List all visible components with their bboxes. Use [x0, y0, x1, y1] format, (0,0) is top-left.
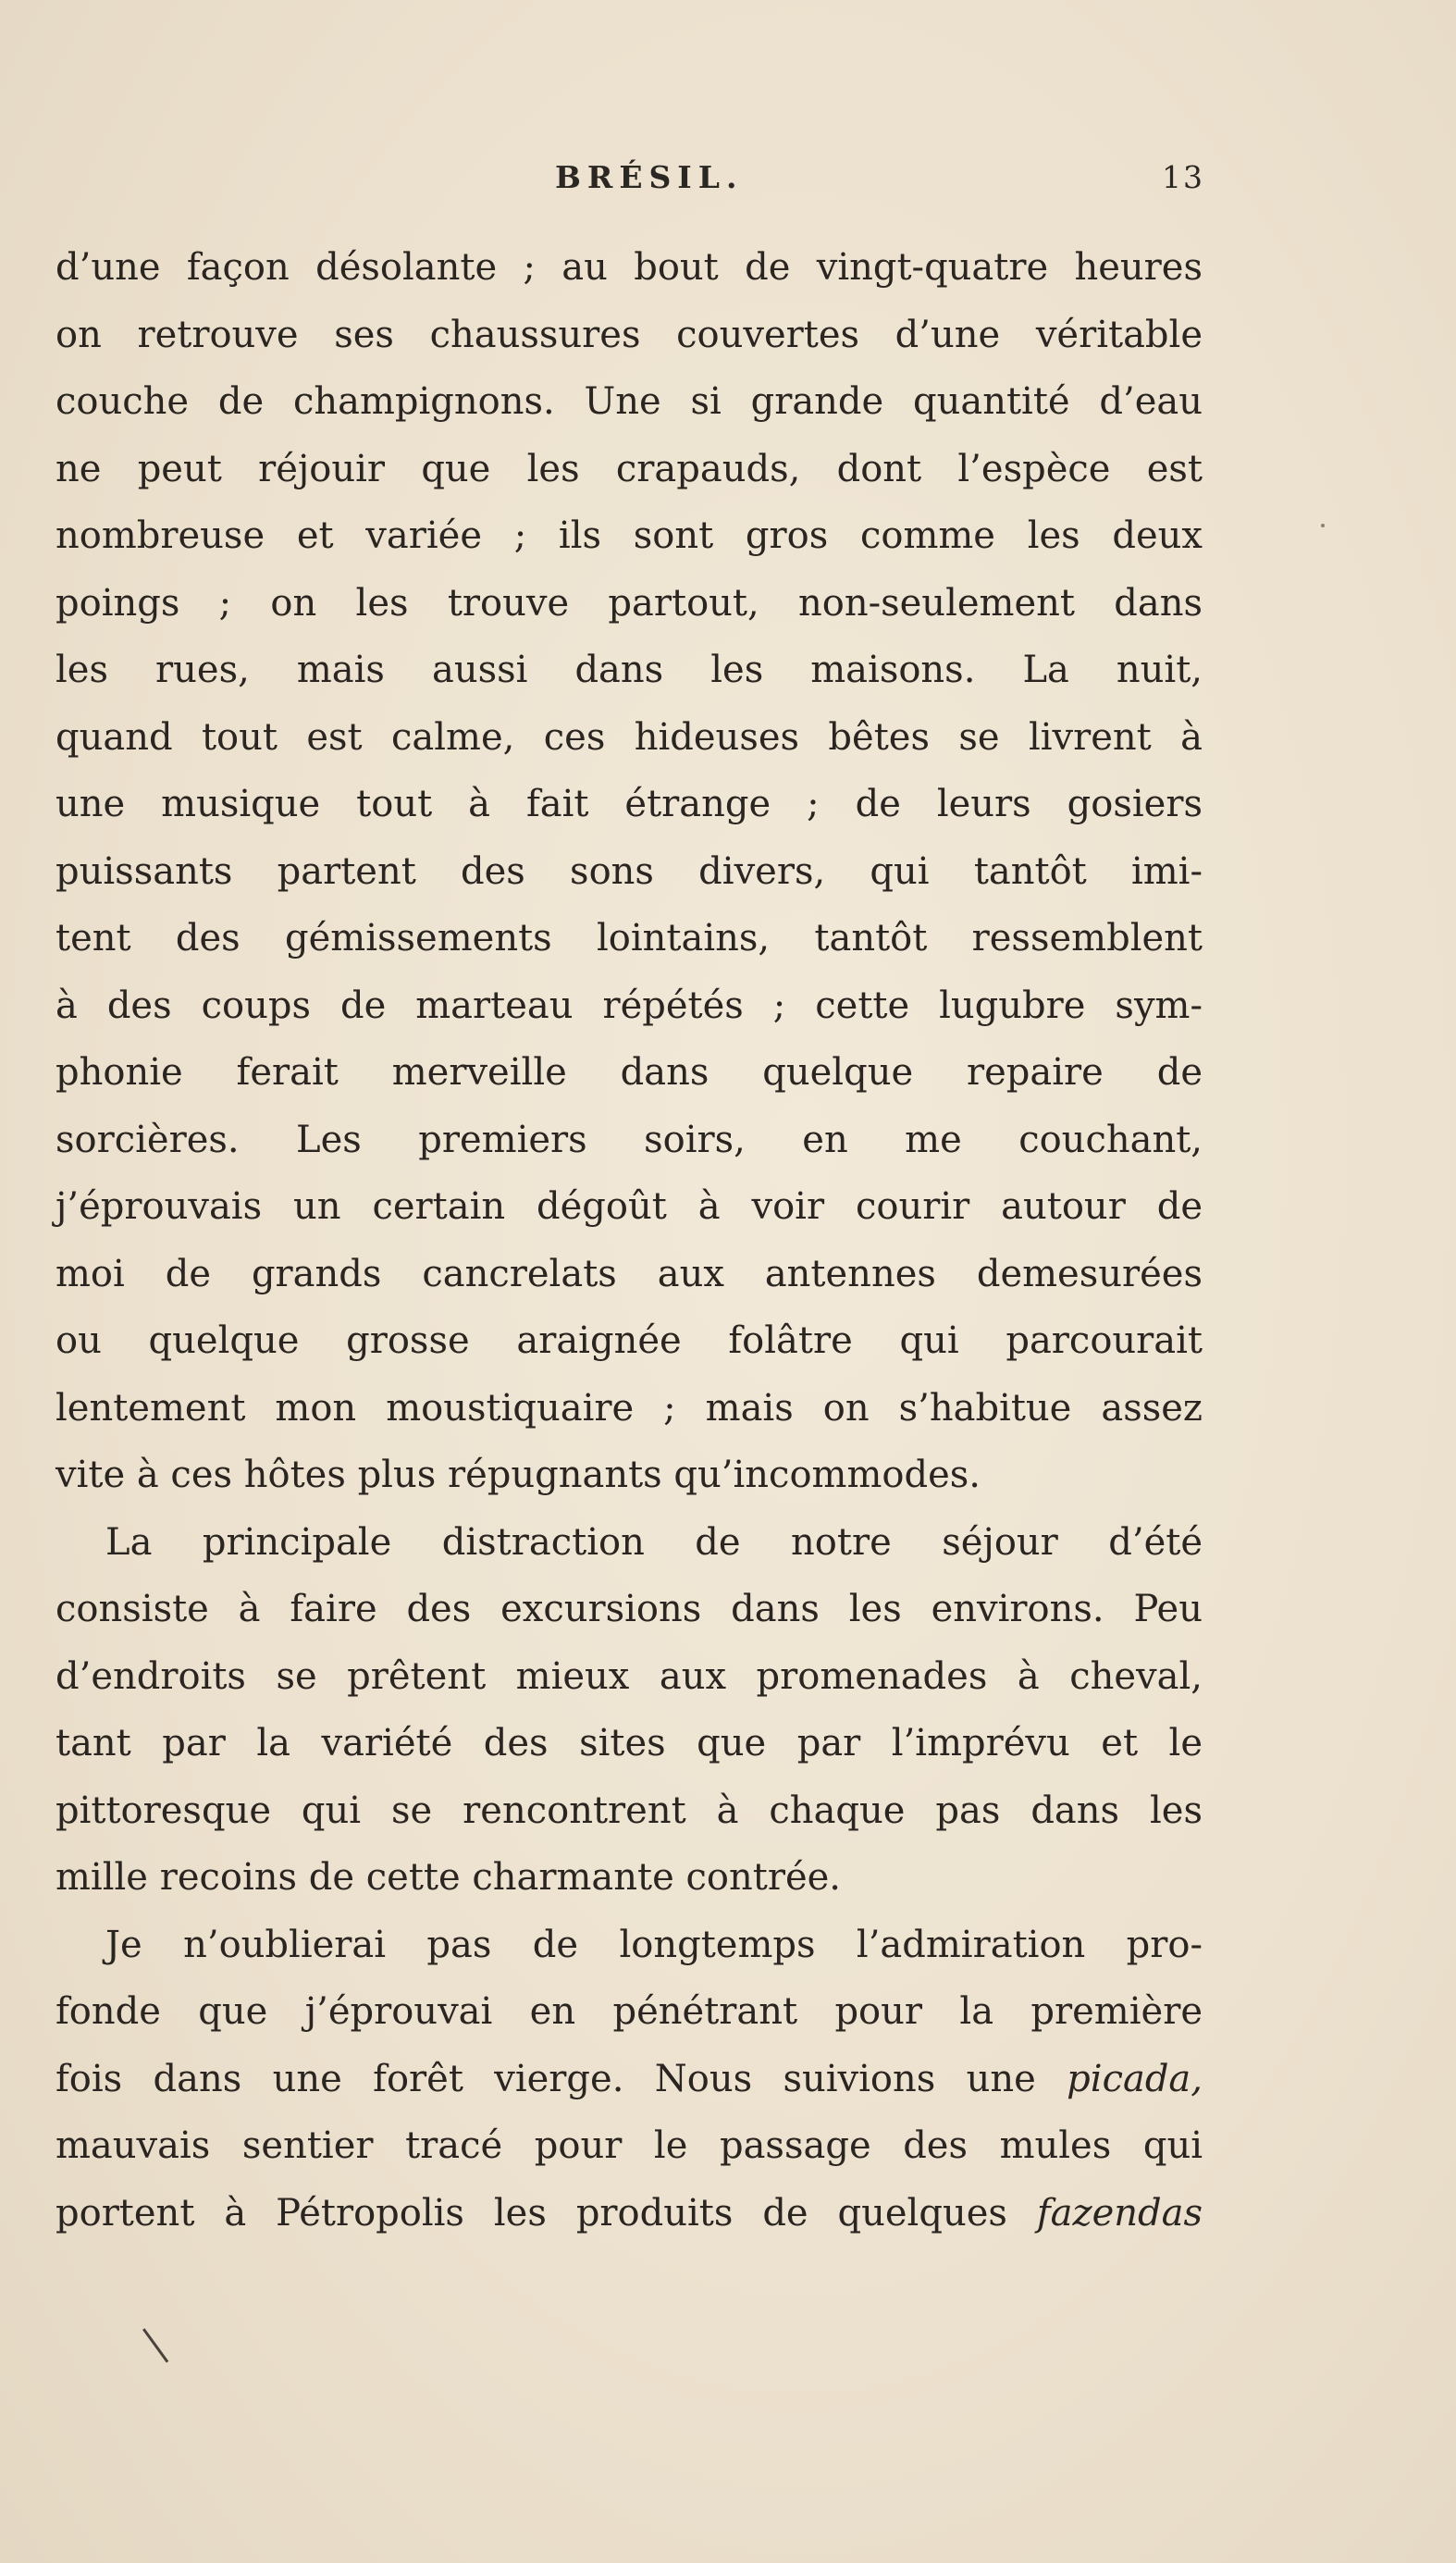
page-number: 13	[1162, 159, 1204, 195]
text-line: mille recoins de cette charmante contrée.	[56, 1856, 842, 1899]
text-line: les rues, mais aussi dans les maisons. La nuit,	[56, 649, 1203, 691]
text-line-with-italic	[56, 2180, 1203, 2247]
running-head	[56, 159, 1203, 215]
text-line: couche de champignons. Une si grande quantité d’eau	[56, 380, 1203, 423]
text-line: ou quelque grosse araignée folâtre qui parcourait	[56, 1319, 1203, 1362]
body-text	[56, 234, 1203, 2247]
text-line: une musique tout à fait étrange ; de leurs gosiers	[56, 783, 1203, 825]
text-line: j’éprouvais un certain dégoût à voir courir autour de	[56, 1185, 1203, 1228]
text-line: ne peut réjouir que les crapauds, dont l’espèce est	[56, 447, 1203, 490]
text-line-with-italic	[56, 2046, 1203, 2113]
text-line: tent des gémissements lointains, tantôt ressemblent	[56, 917, 1203, 960]
text-line: d’endroits se prêtent mieux aux promenades à cheval,	[56, 1654, 1203, 1698]
italic-word-fazendas: fazendas	[1036, 2191, 1203, 2235]
text-line: vite à ces hôtes plus répugnants qu’incommodes.	[56, 1454, 981, 1496]
text-line: poings ; on les trouve partout, non-seulement dans	[56, 581, 1203, 625]
text-line: nombreuse et variée ; ils sont gros comme les deux	[56, 514, 1203, 557]
stray-pen-mark	[142, 2328, 168, 2362]
text-line: consiste à faire des excursions dans les environs. Peu	[56, 1588, 1203, 1630]
text-line: lentement mon moustiquaire ; mais on s’habitue assez	[56, 1386, 1203, 1430]
text-line: fonde que j’éprouvai en pénétrant pour la première	[56, 1990, 1203, 2033]
text-line: tant par la variété des sites que par l’imprévu et le	[56, 1722, 1203, 1764]
text-line: on retrouve ses chaussures couvertes d’une véritable	[56, 313, 1203, 356]
running-title: BRÉSIL.	[555, 159, 744, 195]
italic-word-picada: picada,	[1067, 2057, 1203, 2100]
paper-speck	[1321, 524, 1325, 527]
text-line: à des coups de marteau répétés ; cette lugubre sym-	[56, 984, 1203, 1027]
paragraph-start-line: Je n’oublierai pas de longtemps l’admiration pro-	[105, 1923, 1203, 1966]
text-line: d’une façon désolante ; au bout de vingt-quatre heures	[56, 246, 1203, 289]
text-line: sorcières. Les premiers soirs, en me couchant,	[56, 1118, 1203, 1161]
paragraph-start-line: La principale distraction de notre séjour d’été	[105, 1520, 1203, 1564]
text-run: portent à Pétropolis les produits de quelques	[56, 2191, 1007, 2235]
text-line: phonie ferait merveille dans quelque repaire de	[56, 1051, 1203, 1094]
text-line: mauvais sentier tracé pour le passage des mules qui	[56, 2124, 1203, 2167]
text-line: quand tout est calme, ces hideuses bêtes se livrent à	[56, 715, 1203, 759]
text-line: puissants partent des sons divers, qui tantôt imi-	[56, 849, 1203, 893]
text-run: fois dans une forêt vierge. Nous suivions une	[56, 2057, 1036, 2100]
text-line: pittoresque qui se rencontrent à chaque pas dans les	[56, 1789, 1203, 1832]
text-line: moi de grands cancrelats aux antennes demesurées	[56, 1252, 1203, 1295]
